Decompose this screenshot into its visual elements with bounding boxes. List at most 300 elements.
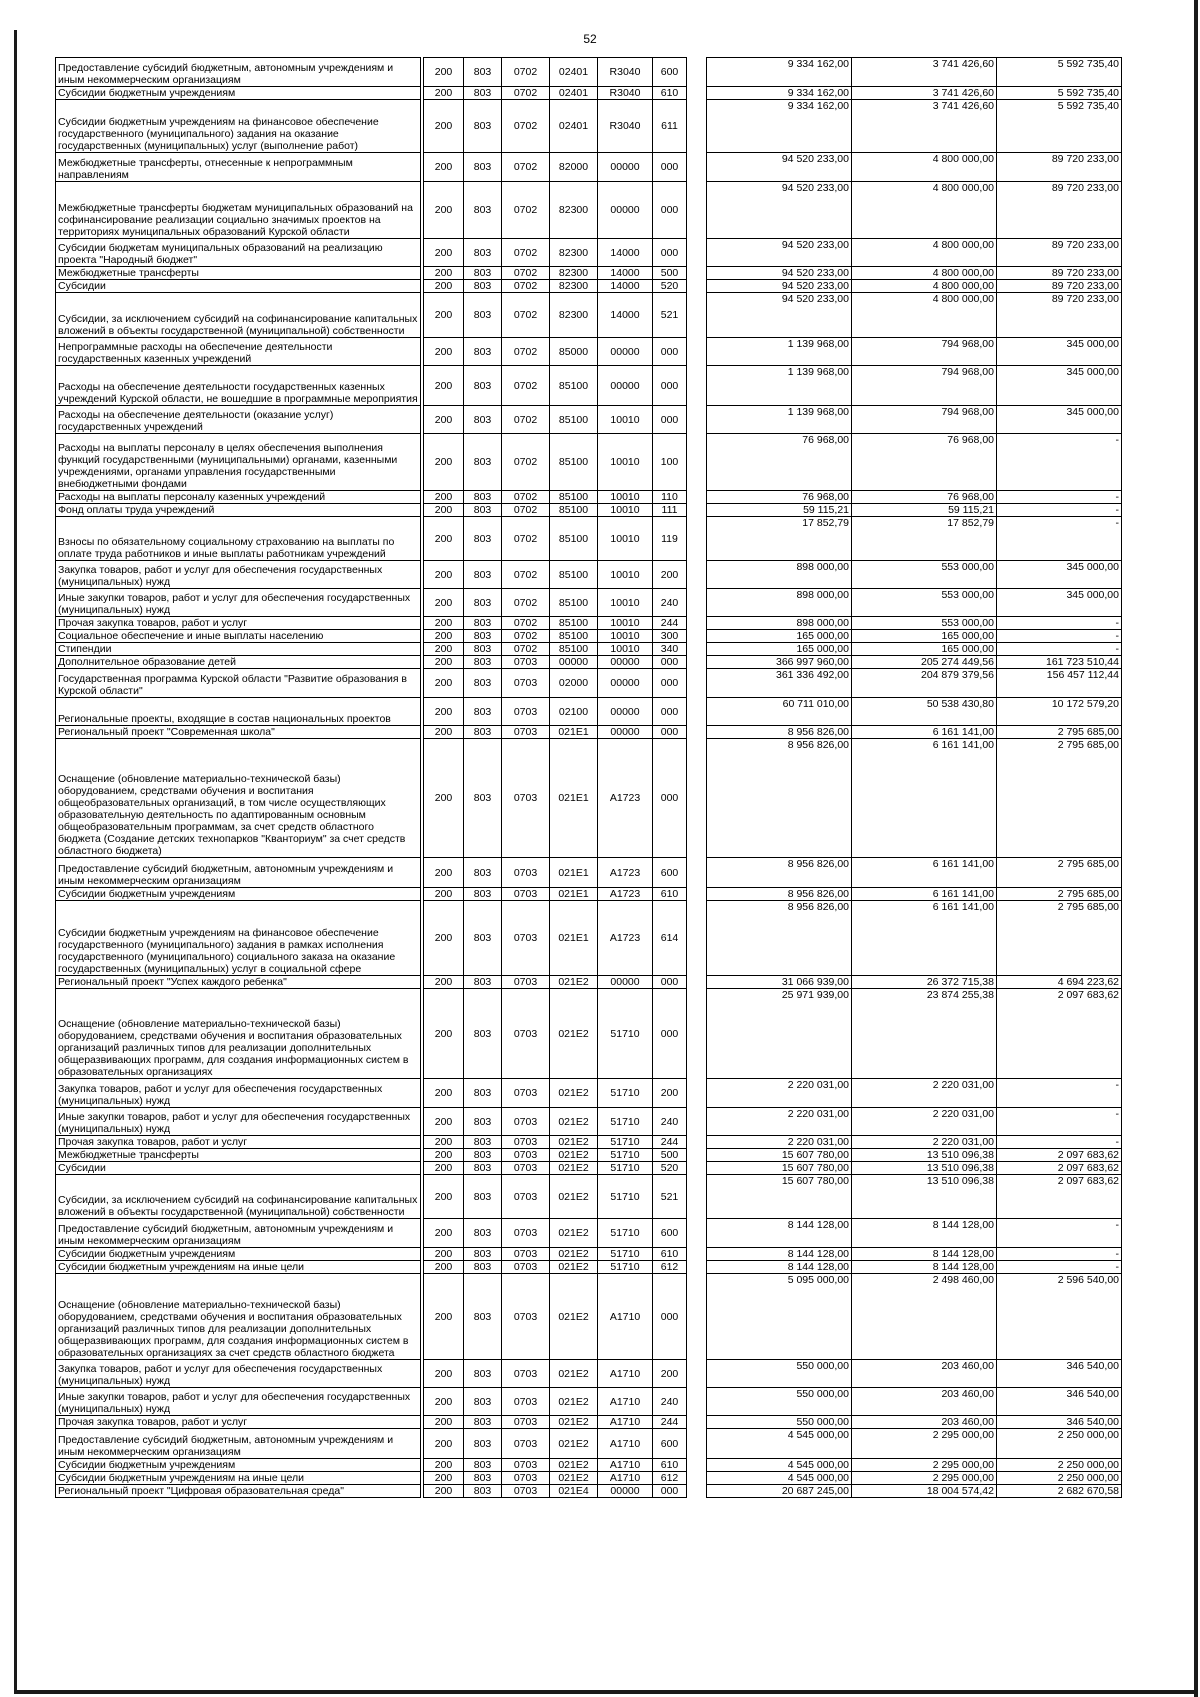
amount-total: 2 220 031,00 [707,1136,852,1149]
column-gap [687,1079,707,1108]
amount-remaining: 345 000,00 [997,338,1122,366]
code-program: 85100 [550,434,598,491]
row-name: Расходы на обеспечение деятельности (оказание услуг) государственных учреждений [56,406,421,434]
amount-total: 550 000,00 [707,1360,852,1388]
amount-total: 8 956 826,00 [707,901,852,976]
code-admin: 200 [424,182,464,239]
table-row [56,434,1122,491]
table-row [56,656,1122,669]
code-program: 021E4 [550,1485,598,1498]
table-row [56,491,1122,504]
amount-remaining: - [997,1261,1122,1274]
table-row [56,589,1122,617]
amount-used: 204 879 379,56 [852,669,997,698]
row-name: Субсидии бюджетным учреждениям [56,1459,421,1472]
amount-total: 94 520 233,00 [707,293,852,338]
code-expense-type: 000 [653,1485,687,1498]
code-direction: 10010 [598,406,653,434]
code-section: 803 [464,1079,502,1108]
code-expense-type: 244 [653,1416,687,1429]
amount-used: 4 800 000,00 [852,280,997,293]
amount-remaining: - [997,434,1122,491]
code-section: 803 [464,561,502,589]
column-gap [687,989,707,1079]
amount-total: 20 687 245,00 [707,1485,852,1498]
code-admin: 200 [424,1485,464,1498]
row-name: Межбюджетные трансферты [56,267,421,280]
code-section: 803 [464,1360,502,1388]
code-subsection: 0702 [502,239,550,267]
amount-total: 1 139 968,00 [707,366,852,406]
code-subsection: 0703 [502,739,550,858]
column-gap [687,901,707,976]
amount-used: 203 460,00 [852,1416,997,1429]
table-row [56,1274,1122,1360]
amount-used: 3 741 426,60 [852,87,997,100]
amount-remaining: 346 540,00 [997,1416,1122,1429]
code-subsection: 0702 [502,589,550,617]
code-direction: A1710 [598,1388,653,1416]
column-gap [687,726,707,739]
code-subsection: 0703 [502,1261,550,1274]
row-name: Иные закупки товаров, работ и услуг для обеспечения государственных (муниципальных) нужд [56,1388,421,1416]
code-admin: 200 [424,406,464,434]
code-direction: 51710 [598,1079,653,1108]
code-program: 82300 [550,293,598,338]
code-direction: 10010 [598,491,653,504]
code-admin: 200 [424,293,464,338]
table-row [56,1388,1122,1416]
table-row [56,726,1122,739]
row-name: Взносы по обязательному социальному страхованию на выплаты по оплате труда работников и иные выплаты работникам учреждений [56,517,421,561]
code-program: 85100 [550,630,598,643]
code-expense-type: 000 [653,338,687,366]
code-program: 021E2 [550,1261,598,1274]
code-direction: 10010 [598,561,653,589]
column-gap [687,1388,707,1416]
row-name: Расходы на обеспечение деятельности государственных казенных учреждений Курской области, не вошедшие в программные мероприятия [56,366,421,406]
code-admin: 200 [424,1360,464,1388]
code-admin: 200 [424,338,464,366]
table-row [56,1261,1122,1274]
code-section: 803 [464,858,502,888]
code-direction: 51710 [598,1108,653,1136]
amount-total: 898 000,00 [707,561,852,589]
code-direction: 00000 [598,669,653,698]
code-direction: 00000 [598,338,653,366]
code-section: 803 [464,153,502,182]
row-name: Субсидии, за исключением субсидий на софинансирование капитальных вложений в объекты государственной (муниципальной) собственности [56,1175,421,1219]
code-expense-type: 000 [653,726,687,739]
code-subsection: 0703 [502,1485,550,1498]
code-program: 02401 [550,58,598,87]
row-name: Непрограммные расходы на обеспечение деятельности государственных казенных учреждений [56,338,421,366]
code-section: 803 [464,517,502,561]
amount-total: 8 144 128,00 [707,1261,852,1274]
code-direction: 10010 [598,504,653,517]
code-section: 803 [464,267,502,280]
code-direction: 00000 [598,726,653,739]
column-gap [687,1261,707,1274]
amount-used: 17 852,79 [852,517,997,561]
code-subsection: 0703 [502,698,550,726]
code-expense-type: 000 [653,239,687,267]
table-row [56,504,1122,517]
amount-remaining: 161 723 510,44 [997,656,1122,669]
amount-total: 366 997 960,00 [707,656,852,669]
code-section: 803 [464,976,502,989]
table-row [56,293,1122,338]
code-section: 803 [464,406,502,434]
table-row [56,1175,1122,1219]
column-gap [687,406,707,434]
code-subsection: 0702 [502,280,550,293]
code-admin: 200 [424,726,464,739]
code-section: 803 [464,1149,502,1162]
amount-used: 3 741 426,60 [852,58,997,87]
code-section: 803 [464,504,502,517]
code-program: 82000 [550,153,598,182]
amount-total: 165 000,00 [707,630,852,643]
code-subsection: 0703 [502,1136,550,1149]
row-name: Субсидии бюджетным учреждениям [56,87,421,100]
amount-remaining: - [997,643,1122,656]
table-row [56,901,1122,976]
code-section: 803 [464,630,502,643]
code-admin: 200 [424,491,464,504]
amount-remaining: 89 720 233,00 [997,280,1122,293]
code-direction: A1710 [598,1416,653,1429]
amount-remaining: 2 795 685,00 [997,901,1122,976]
code-admin: 200 [424,1136,464,1149]
amount-used: 59 115,21 [852,504,997,517]
table-row [56,58,1122,87]
amount-used: 6 161 141,00 [852,739,997,858]
code-admin: 200 [424,153,464,182]
code-direction: 10010 [598,434,653,491]
amount-remaining: 4 694 223,62 [997,976,1122,989]
code-section: 803 [464,1248,502,1261]
amount-remaining: 89 720 233,00 [997,153,1122,182]
amount-used: 13 510 096,38 [852,1175,997,1219]
row-name: Субсидии бюджетным учреждениям на иные цели [56,1261,421,1274]
code-expense-type: 614 [653,901,687,976]
column-gap [687,293,707,338]
amount-used: 23 874 255,38 [852,989,997,1079]
code-program: 85100 [550,617,598,630]
code-admin: 200 [424,1261,464,1274]
code-section: 803 [464,1136,502,1149]
amount-used: 2 295 000,00 [852,1472,997,1485]
code-subsection: 0703 [502,989,550,1079]
amount-total: 60 711 010,00 [707,698,852,726]
code-subsection: 0702 [502,517,550,561]
table-row [56,630,1122,643]
amount-remaining: - [997,1219,1122,1248]
code-section: 803 [464,293,502,338]
code-subsection: 0703 [502,1416,550,1429]
code-admin: 200 [424,617,464,630]
column-gap [687,182,707,239]
code-subsection: 0702 [502,87,550,100]
table-row [56,267,1122,280]
code-admin: 200 [424,1459,464,1472]
code-subsection: 0703 [502,1429,550,1459]
code-admin: 200 [424,739,464,858]
column-gap [687,1274,707,1360]
code-expense-type: 000 [653,698,687,726]
code-subsection: 0702 [502,293,550,338]
column-gap [687,739,707,858]
amount-used: 18 004 574,42 [852,1485,997,1498]
code-direction: 51710 [598,1162,653,1175]
table-row [56,338,1122,366]
column-gap [687,517,707,561]
code-expense-type: 611 [653,100,687,153]
column-gap [687,656,707,669]
table-row [56,1079,1122,1108]
amount-remaining: - [997,630,1122,643]
code-subsection: 0703 [502,1388,550,1416]
column-gap [687,504,707,517]
column-gap [687,630,707,643]
row-name: Социальное обеспечение и иные выплаты населению [56,630,421,643]
code-admin: 200 [424,366,464,406]
code-subsection: 0703 [502,669,550,698]
amount-used: 4 800 000,00 [852,293,997,338]
column-gap [687,267,707,280]
amount-remaining: 2 097 683,62 [997,989,1122,1079]
code-expense-type: 000 [653,739,687,858]
amount-total: 4 545 000,00 [707,1429,852,1459]
code-section: 803 [464,280,502,293]
code-program: 02000 [550,669,598,698]
code-direction: A1723 [598,901,653,976]
table-row [56,698,1122,726]
code-program: 021E2 [550,1416,598,1429]
code-section: 803 [464,656,502,669]
code-subsection: 0702 [502,617,550,630]
amount-total: 898 000,00 [707,589,852,617]
code-program: 021E2 [550,1274,598,1360]
amount-total: 9 334 162,00 [707,58,852,87]
amount-used: 2 220 031,00 [852,1108,997,1136]
code-section: 803 [464,1429,502,1459]
code-program: 02100 [550,698,598,726]
code-direction: 00000 [598,1485,653,1498]
amount-used: 4 800 000,00 [852,239,997,267]
row-name: Предоставление субсидий бюджетным, автономным учреждениям и иным некоммерческим организациям [56,1219,421,1248]
code-expense-type: 340 [653,643,687,656]
amount-remaining: 2 795 685,00 [997,858,1122,888]
code-subsection: 0702 [502,504,550,517]
code-expense-type: 000 [653,366,687,406]
row-name: Государственная программа Курской области "Развитие образования в Курской области" [56,669,421,698]
code-program: 021E1 [550,739,598,858]
amount-remaining: 5 592 735,40 [997,87,1122,100]
code-admin: 200 [424,669,464,698]
column-gap [687,976,707,989]
column-gap [687,698,707,726]
amount-used: 794 968,00 [852,406,997,434]
code-subsection: 0702 [502,491,550,504]
code-admin: 200 [424,976,464,989]
amount-used: 794 968,00 [852,338,997,366]
amount-total: 15 607 780,00 [707,1175,852,1219]
code-expense-type: 610 [653,87,687,100]
amount-used: 205 274 449,56 [852,656,997,669]
code-direction: 00000 [598,153,653,182]
table-row [56,739,1122,858]
column-gap [687,617,707,630]
code-admin: 200 [424,1248,464,1261]
amount-remaining: - [997,1079,1122,1108]
code-admin: 200 [424,858,464,888]
code-program: 021E1 [550,858,598,888]
amount-total: 4 545 000,00 [707,1472,852,1485]
amount-remaining: 2 097 683,62 [997,1149,1122,1162]
row-name: Межбюджетные трансферты, отнесенные к непрограммным направлениям [56,153,421,182]
code-expense-type: 000 [653,976,687,989]
amount-used: 2 220 031,00 [852,1079,997,1108]
code-expense-type: 240 [653,589,687,617]
code-program: 021E2 [550,1136,598,1149]
amount-total: 15 607 780,00 [707,1149,852,1162]
amount-used: 2 295 000,00 [852,1429,997,1459]
amount-used: 6 161 141,00 [852,901,997,976]
row-name: Оснащение (обновление материально-технической базы) оборудованием, средствами обучения и воспитания образовательных организаций различных типов для реализации дополнительных общеразвивающих программ, для создания информационных систем в образовательных организациях за счет средств областного бюджета [56,1274,421,1360]
table-row [56,1459,1122,1472]
code-expense-type: 240 [653,1388,687,1416]
code-subsection: 0702 [502,182,550,239]
amount-total: 15 607 780,00 [707,1162,852,1175]
code-subsection: 0702 [502,406,550,434]
code-admin: 200 [424,561,464,589]
code-direction: R3040 [598,87,653,100]
code-subsection: 0703 [502,1472,550,1485]
amount-total: 8 956 826,00 [707,739,852,858]
amount-used: 50 538 430,80 [852,698,997,726]
row-name: Закупка товаров, работ и услуг для обеспечения государственных (муниципальных) нужд [56,1360,421,1388]
table-row [56,1136,1122,1149]
amount-total: 94 520 233,00 [707,182,852,239]
row-name: Межбюджетные трансферты [56,1149,421,1162]
amount-total: 550 000,00 [707,1388,852,1416]
code-admin: 200 [424,630,464,643]
code-expense-type: 200 [653,561,687,589]
code-subsection: 0702 [502,153,550,182]
column-gap [687,1459,707,1472]
code-program: 021E2 [550,1079,598,1108]
amount-used: 76 968,00 [852,491,997,504]
code-program: 021E1 [550,888,598,901]
amount-remaining: 2 795 685,00 [997,888,1122,901]
column-gap [687,100,707,153]
table-row [56,1360,1122,1388]
code-program: 85100 [550,643,598,656]
code-program: 82300 [550,239,598,267]
amount-total: 9 334 162,00 [707,100,852,153]
code-expense-type: 000 [653,406,687,434]
column-gap [687,669,707,698]
code-expense-type: 111 [653,504,687,517]
code-expense-type: 600 [653,1219,687,1248]
amount-remaining: 2 596 540,00 [997,1274,1122,1360]
row-name: Субсидии бюджетам муниципальных образований на реализацию проекта "Народный бюджет" [56,239,421,267]
amount-used: 8 144 128,00 [852,1248,997,1261]
table-row [56,1248,1122,1261]
table-row [56,366,1122,406]
code-admin: 200 [424,1108,464,1136]
code-admin: 200 [424,1175,464,1219]
amount-remaining: 2 250 000,00 [997,1472,1122,1485]
column-gap [687,1472,707,1485]
amount-total: 31 066 939,00 [707,976,852,989]
code-expense-type: 240 [653,1108,687,1136]
code-section: 803 [464,182,502,239]
code-subsection: 0702 [502,630,550,643]
code-subsection: 0702 [502,366,550,406]
code-admin: 200 [424,1079,464,1108]
code-direction: 51710 [598,1248,653,1261]
code-admin: 200 [424,239,464,267]
column-gap [687,1416,707,1429]
amount-remaining: 2 097 683,62 [997,1175,1122,1219]
amount-used: 26 372 715,38 [852,976,997,989]
amount-total: 8 144 128,00 [707,1248,852,1261]
code-expense-type: 521 [653,293,687,338]
column-gap [687,338,707,366]
amount-used: 13 510 096,38 [852,1149,997,1162]
table-row [56,888,1122,901]
code-section: 803 [464,1219,502,1248]
column-gap [687,1162,707,1175]
amount-used: 6 161 141,00 [852,726,997,739]
amount-remaining: - [997,1108,1122,1136]
amount-used: 794 968,00 [852,366,997,406]
code-admin: 200 [424,504,464,517]
code-subsection: 0703 [502,1360,550,1388]
code-subsection: 0702 [502,338,550,366]
code-direction: 00000 [598,656,653,669]
column-gap [687,1136,707,1149]
code-expense-type: 600 [653,58,687,87]
amount-total: 2 220 031,00 [707,1108,852,1136]
column-gap [687,1429,707,1459]
column-gap [687,643,707,656]
code-expense-type: 000 [653,153,687,182]
code-expense-type: 244 [653,617,687,630]
table-row [56,1219,1122,1248]
code-subsection: 0703 [502,901,550,976]
amount-total: 361 336 492,00 [707,669,852,698]
code-expense-type: 500 [653,1149,687,1162]
amount-remaining: 2 795 685,00 [997,739,1122,858]
amount-total: 94 520 233,00 [707,239,852,267]
amount-remaining: 10 172 579,20 [997,698,1122,726]
code-admin: 200 [424,1219,464,1248]
column-gap [687,58,707,87]
amount-remaining: 2 795 685,00 [997,726,1122,739]
amount-total: 1 139 968,00 [707,338,852,366]
amount-used: 6 161 141,00 [852,888,997,901]
code-admin: 200 [424,58,464,87]
amount-remaining: - [997,617,1122,630]
code-section: 803 [464,239,502,267]
table-row [56,153,1122,182]
column-gap [687,1360,707,1388]
code-section: 803 [464,739,502,858]
